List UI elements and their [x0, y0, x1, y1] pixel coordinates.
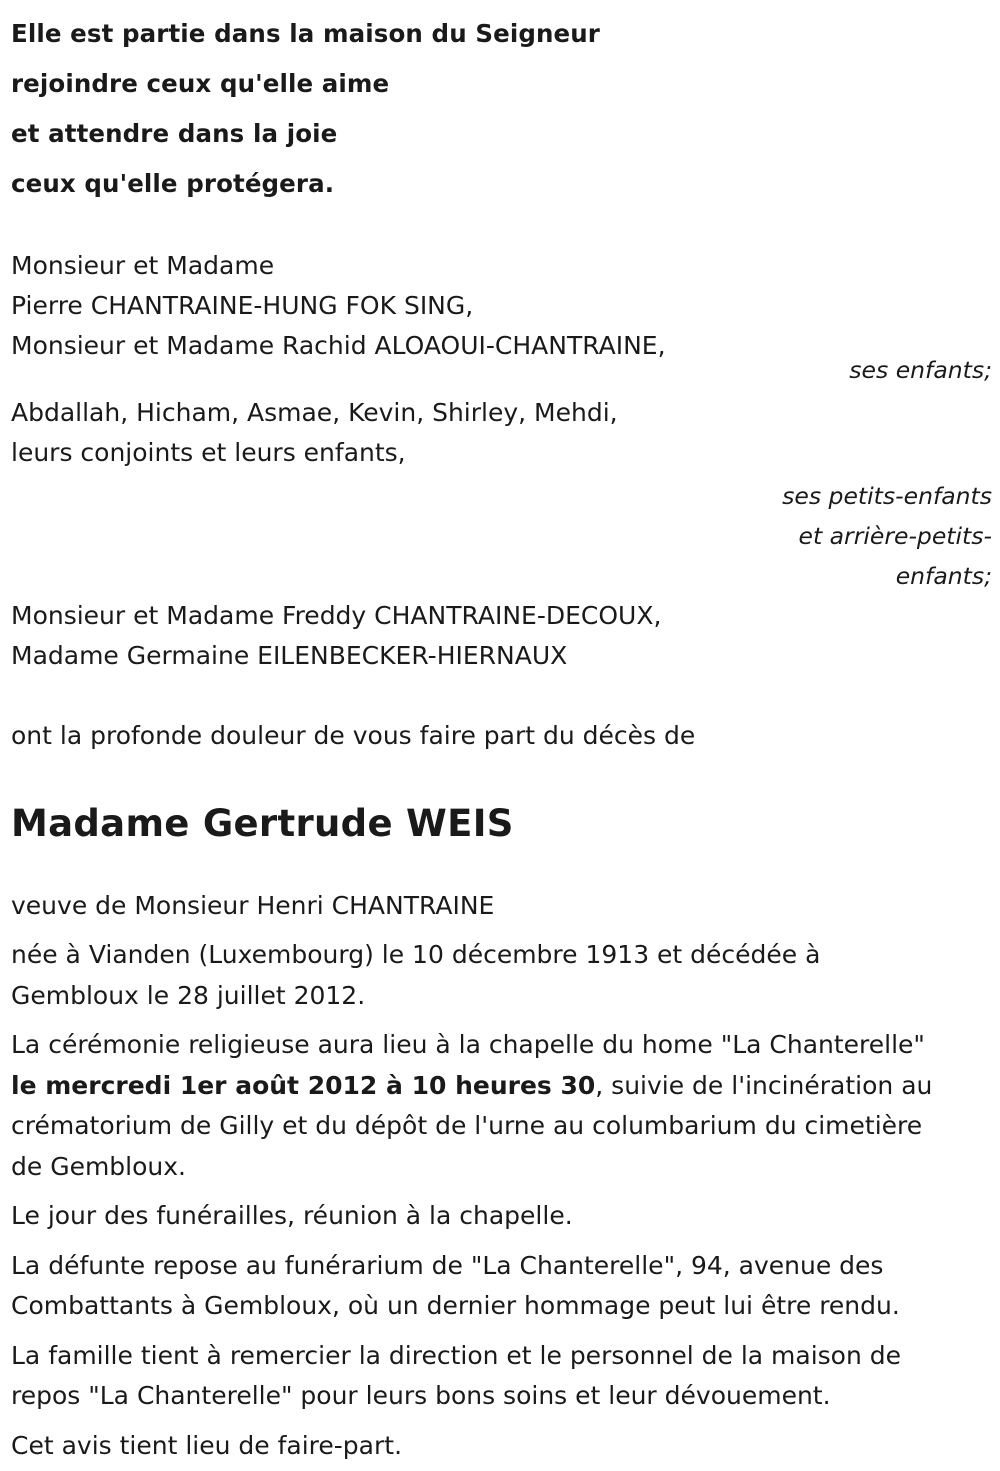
- poem-line: Elle est partie dans la maison du Seigneur: [11, 19, 600, 48]
- family-line: Pierre CHANTRAINE-HUNG FOK SING,: [11, 291, 474, 320]
- paragraph-line: [11, 1066, 992, 1107]
- ceremony-paragraph: [11, 1025, 992, 1187]
- family-line: leurs conjoints et leurs enfants,: [11, 438, 406, 467]
- ceremony-date: le mercredi 1er août 2012 à 10 heures 30: [11, 1070, 596, 1100]
- other-family-list: [11, 596, 992, 676]
- family-line: Abdallah, Hicham, Asmae, Kevin, Shirley, Mehdi,: [11, 398, 618, 427]
- ceremony-line-rest: , suivie de l'incinération au: [595, 1070, 933, 1100]
- role-line: et arrière-petits-: [798, 522, 992, 550]
- paragraph-line: La famille tient à remercier la direction et le personnel de la maison de: [11, 1340, 902, 1370]
- family-line: Monsieur et Madame Rachid ALOAOUI-CHANTRAINE,: [11, 331, 666, 360]
- children-list: [11, 246, 992, 366]
- paragraph-line: crématorium de Gilly et du dépôt de l'urne au columbarium du cimetière: [11, 1111, 923, 1140]
- repose-paragraph: [11, 1246, 992, 1327]
- poem-line: et attendre dans la joie: [11, 119, 338, 148]
- thanks-paragraph: [11, 1336, 992, 1417]
- family-line: Monsieur et Madame: [11, 251, 275, 280]
- reunion-paragraph: Le jour des funérailles, réunion à la chapelle.: [11, 1201, 573, 1230]
- family-line: Monsieur et Madame Freddy CHANTRAINE-DECOUX,: [11, 601, 662, 630]
- paragraph-line: née à Vianden (Luxembourg) le 10 décembre 1913 et décédée à: [11, 940, 821, 969]
- announcement: ont la profonde douleur de vous faire part du décès de: [11, 721, 696, 750]
- paragraph-line: La cérémonie religieuse aura lieu à la chapelle du home "La Chanterelle": [11, 1030, 925, 1059]
- poem-line: ceux qu'elle protégera.: [11, 169, 335, 198]
- grandchildren-role: [11, 476, 992, 596]
- epitaph-poem: [11, 0, 992, 209]
- family-line: Madame Germaine EILENBECKER-HIERNAUX: [11, 641, 568, 670]
- poem-line: rejoindre ceux qu'elle aime: [11, 69, 390, 98]
- children-role: ses enfants;: [849, 356, 992, 384]
- paragraph-line: de Gembloux.: [11, 1151, 186, 1181]
- widow-of: veuve de Monsieur Henri CHANTRAINE: [11, 891, 495, 920]
- paragraph-line: La défunte repose au funérarium de "La Chanterelle", 94, avenue des: [11, 1250, 884, 1280]
- paragraph-line: repos "La Chanterelle" pour leurs bons soins et leur dévouement.: [11, 1381, 831, 1410]
- role-line: enfants;: [895, 562, 992, 590]
- closing-line: Cet avis tient lieu de faire-part.: [11, 1430, 403, 1460]
- birth-death-paragraph: [11, 935, 992, 1016]
- role-line: ses petits-enfants: [782, 482, 992, 510]
- paragraph-line: Gembloux le 28 juillet 2012.: [11, 980, 366, 1010]
- paragraph-line: Combattants à Gembloux, où un dernier hommage peut lui être rendu.: [11, 1291, 900, 1320]
- obituary-notice: [11, 0, 992, 1466]
- grandchildren-list: [11, 393, 992, 473]
- deceased-name: Madame Gertrude WEIS: [11, 802, 514, 845]
